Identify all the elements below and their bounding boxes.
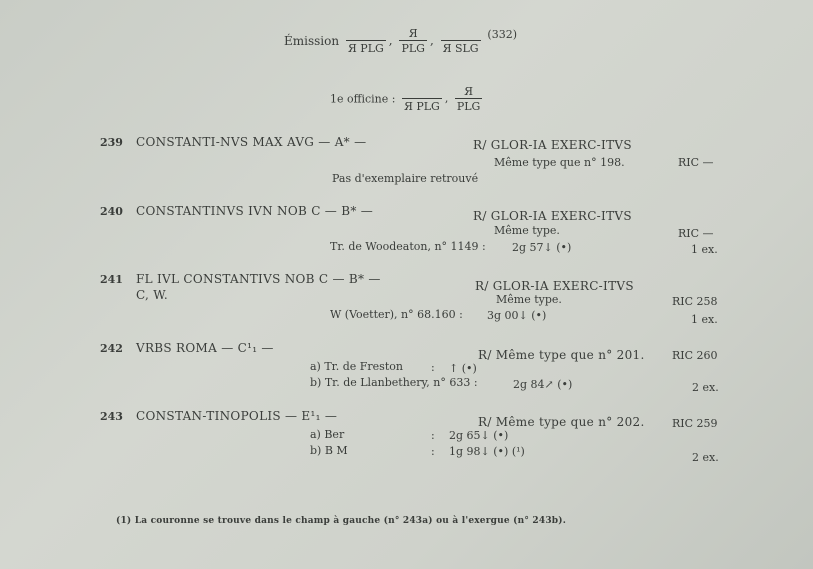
reverse-legend: R/ GLOR-IA EXERC-ITVS [473,209,632,223]
ric-reference: RIC 258 [672,295,718,308]
entry-number: 240 [100,205,123,218]
footnote: (1) La couronne se trouve dans le champ à gauche (n° 243a) ou à l'exergue (n° 243b). [116,516,567,526]
entry-number: 241 [100,273,123,286]
obverse-legend-continued: C, W. [136,288,168,302]
specimen-count: 1 ex. [691,313,718,326]
weight-value: 2g 57↓ (•) [512,241,572,254]
find-line-a-separator: : [431,361,435,374]
specimen-count: 2 ex. [692,451,719,464]
find-line-a-value: 2g 65↓ (•) [449,429,509,442]
reverse-legend: R/ Même type que n° 201. [478,348,645,362]
officine-fraction-1: Я PLG [403,100,440,113]
entry-number: 243 [100,410,123,423]
officine-label: 1e officine : [330,92,396,106]
reverse-legend: R/ GLOR-IA EXERC-ITVS [475,279,634,293]
reverse-legend: R/ Même type que n° 202. [478,415,645,429]
type-description: Même type. [496,293,562,306]
officine-fraction-2: $\frac{Я}{\text{PLG}}$ [456,85,481,113]
officine-header: 1e officine : Я PLG , $\frac{Я}{\text{PLG}}$ [330,85,481,113]
find-line-a: a) Ber [310,428,345,441]
emission-header: Émission Я PLG , $\frac{Я}{\text{PLG}}$ , Я SLG (332) [284,27,518,55]
emission-fraction-2: $\frac{Я}{\text{PLG}}$ [401,27,425,55]
entry-number: 242 [100,342,123,355]
find-line-a-value: ↑ (•) [449,362,477,375]
entry-note: Pas d'exemplaire retrouvé [332,172,479,185]
ric-reference: RIC 260 [672,349,718,362]
weight-value: 3g 00↓ (•) [487,309,547,322]
find-line-b-separator: : [431,445,435,458]
find-line-a-separator: : [431,429,435,442]
type-description: Même type. [494,224,560,237]
obverse-legend: FL IVL CONSTANTIVS NOB C — B* — [136,272,381,286]
ric-reference: RIC — [678,227,714,240]
obverse-legend: CONSTANTINVS IVN NOB C — B* — [136,204,374,218]
find-line-b: b) Tr. de Llanbethery, n° 633 : [310,376,478,389]
entry-number: 239 [100,136,123,149]
obverse-legend: CONSTANTI-NVS MAX AVG — A* — [136,135,367,149]
emission-label: Émission [284,34,340,48]
find-location: W (Voetter), n° 68.160 : [330,308,463,321]
obverse-legend: CONSTAN-TINOPOLIS — E¹₁ — [136,409,338,423]
find-location: Tr. de Woodeaton, n° 1149 : [330,240,486,253]
obverse-legend: VRBS ROMA — C¹₁ — [136,341,274,355]
specimen-count: 1 ex. [691,243,718,256]
find-line-b-value: 2g 84↗ (•) [513,378,573,391]
specimen-count: 2 ex. [692,381,719,394]
emission-fraction-3: Я SLG [442,42,479,55]
ric-reference: RIC — [678,156,714,169]
type-description: Même type que n° 198. [494,156,625,169]
reverse-legend: R/ GLOR-IA EXERC-ITVS [473,138,632,152]
find-line-a: a) Tr. de Freston [310,360,403,373]
find-line-b-value: 1g 98↓ (•) (¹) [449,445,525,458]
emission-fraction-1: Я PLG [347,42,384,55]
emission-reference: (332) [487,28,518,41]
find-line-b: b) B M [310,444,348,457]
ric-reference: RIC 259 [672,417,718,430]
